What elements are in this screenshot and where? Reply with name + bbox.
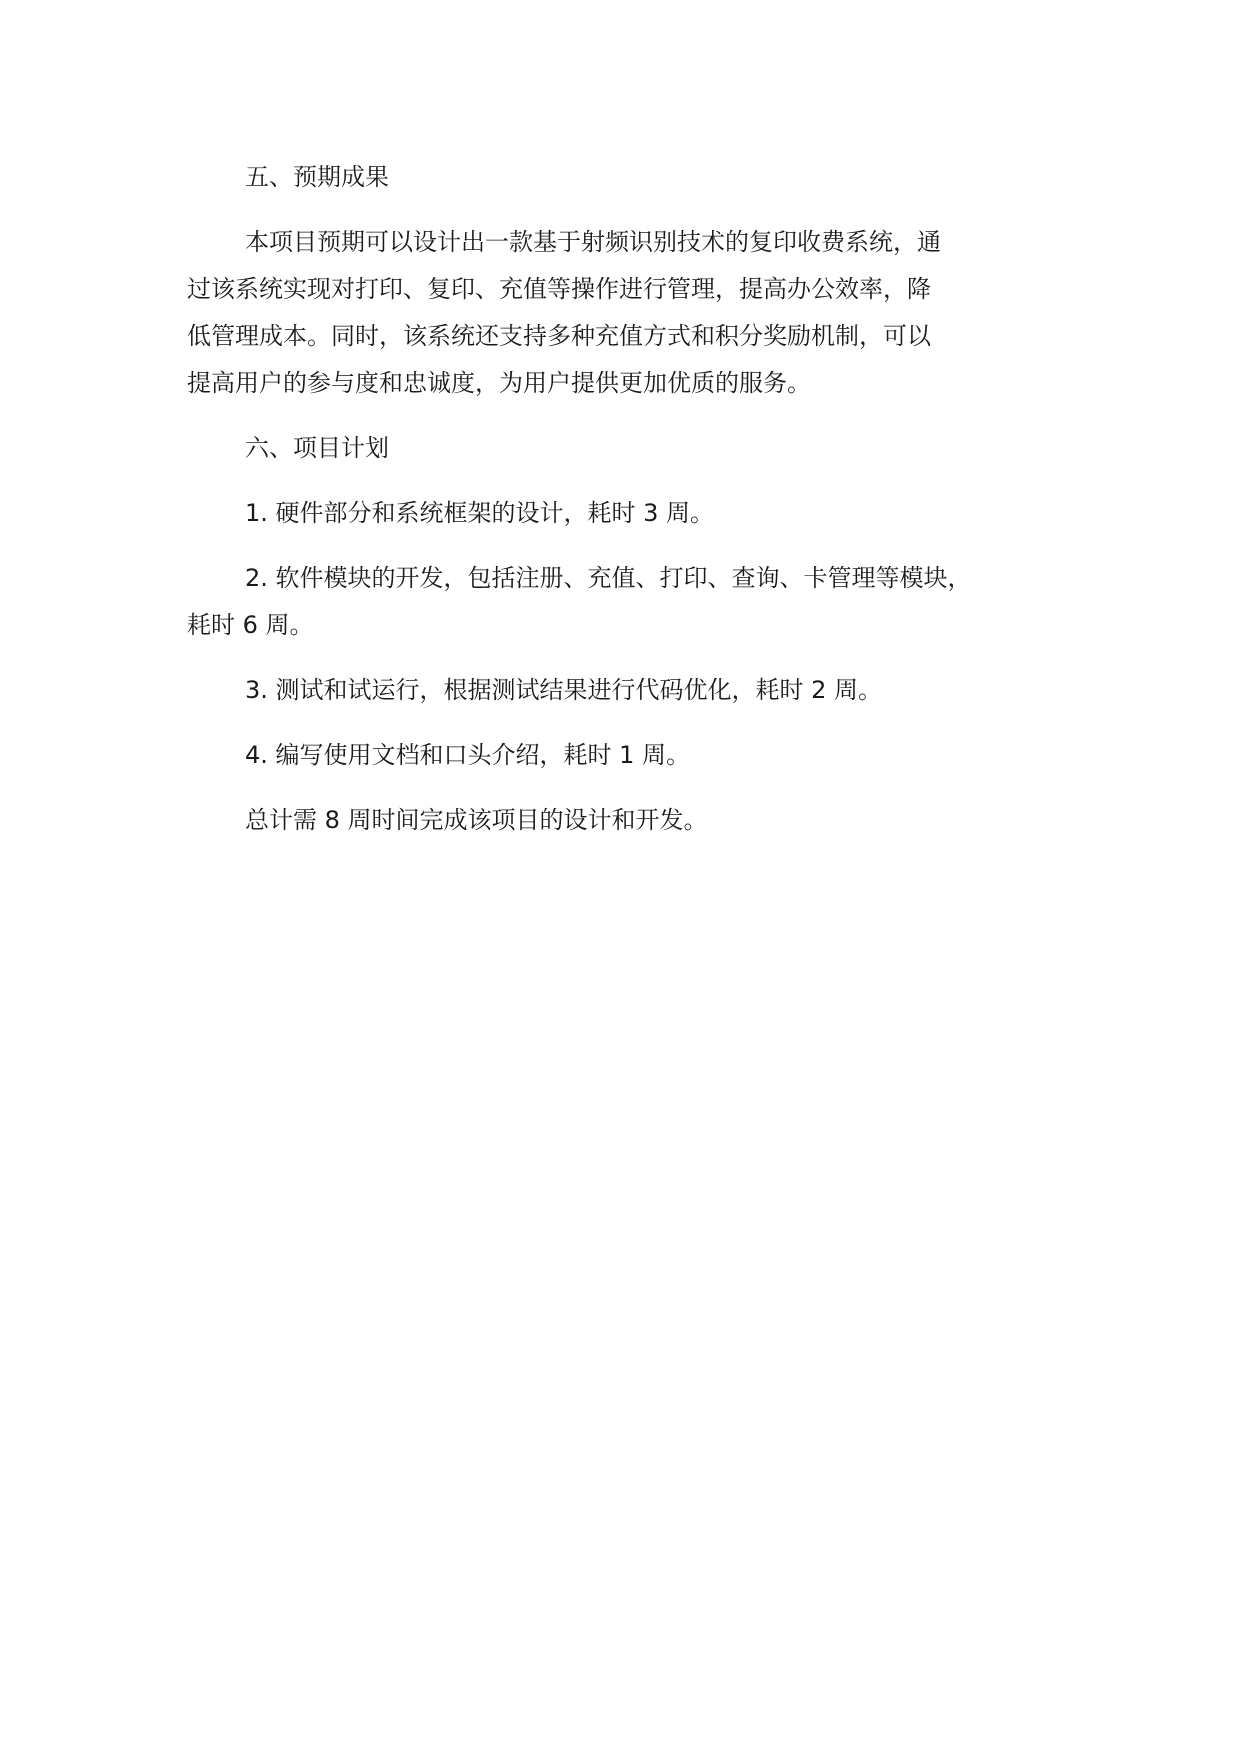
- plan-item-line: 3. 测试和试运行，根据测试结果进行代码优化，耗时 2 周。: [245, 676, 883, 704]
- paragraph-line: 低管理成本。同时，该系统还支持多种充值方式和积分奖励机制，可以: [187, 322, 931, 350]
- section-heading-project-plan: 六、项目计划: [245, 434, 389, 462]
- section-heading-expected-results: 五、预期成果: [245, 163, 389, 191]
- plan-item-line: 4. 编写使用文档和口头介绍，耗时 1 周。: [245, 741, 691, 769]
- paragraph-line: 本项目预期可以设计出一款基于射频识别技术的复印收费系统，通: [245, 228, 941, 256]
- plan-item-3: [187, 667, 1087, 714]
- plan-item-4: [187, 732, 1087, 779]
- plan-summary: 总计需 8 周时间完成该项目的设计和开发。: [245, 806, 708, 834]
- plan-item-2: [187, 555, 1087, 649]
- paragraph-line: 过该系统实现对打印、复印、充值等操作进行管理，提高办公效率，降: [187, 275, 931, 303]
- plan-item-line: 耗时 6 周。: [187, 611, 314, 639]
- document-content: [187, 154, 1087, 844]
- paragraph-line: 提高用户的参与度和忠诚度，为用户提供更加优质的服务。: [187, 369, 811, 397]
- plan-item-1: [187, 490, 1087, 537]
- plan-item-line: 1. 硬件部分和系统框架的设计，耗时 3 周。: [245, 499, 715, 527]
- expected-results-paragraph: [187, 219, 1087, 407]
- plan-item-line: 2. 软件模块的开发，包括注册、充值、打印、查询、卡管理等模块，: [245, 564, 972, 592]
